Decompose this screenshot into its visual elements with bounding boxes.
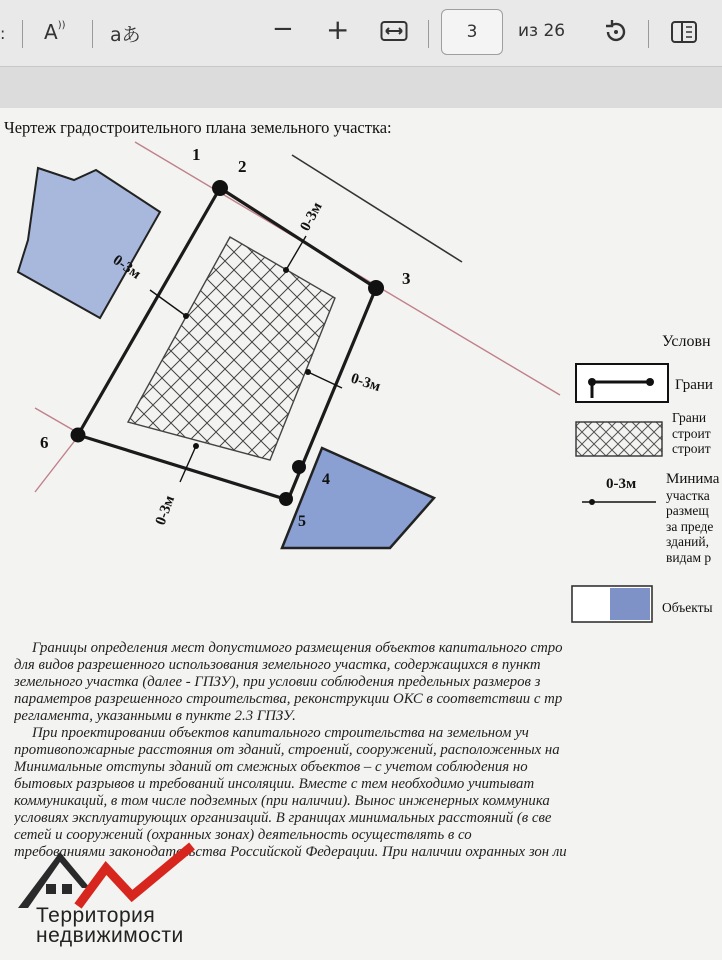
corner-point-6 — [71, 428, 86, 443]
text-line: условиях эксплуатирующих организаций. В границах минимальных расстояний (в све — [14, 810, 552, 826]
setback-label-top: 0-3м — [297, 199, 326, 234]
legend-swatches — [570, 360, 670, 660]
tb-partial-icon[interactable]: : — [0, 24, 6, 43]
tick-dot — [183, 313, 189, 319]
text-line: коммуникаций, в том числе подземных (при наличии). Вынос инженерных коммуника — [14, 793, 550, 809]
translate-label: aあ — [110, 24, 141, 46]
zoom-out-button[interactable] — [272, 14, 294, 44]
point-label-4: 4 — [322, 471, 330, 488]
watermark-line-1: Территория — [36, 904, 156, 927]
toolbar-divider — [22, 20, 23, 48]
corner-point-3 — [368, 280, 384, 296]
watermark-logo-icon — [12, 828, 212, 912]
permitted-building-zone — [128, 237, 335, 460]
setback-label-right: 0-3м — [348, 370, 383, 396]
tick-dot — [283, 267, 289, 273]
setback-label-left: 0-3м — [109, 252, 144, 283]
setback-tick-bottom — [180, 446, 196, 482]
text-line: регламента, указанными в пункте 2.3 ГПЗУ. — [14, 708, 296, 724]
legend-label-1-text: Грани — [675, 377, 713, 393]
point-label-5: 5 — [298, 513, 306, 530]
corner-point-4 — [292, 460, 306, 474]
text-line: Минимальные отступы зданий от смежных объектов – с учетом соблюдения но — [14, 759, 528, 775]
pdf-toolbar — [0, 0, 722, 67]
rotate-button[interactable] — [602, 18, 630, 50]
legend-row2-line: Грани — [672, 410, 707, 425]
legend-label-1 — [675, 378, 713, 394]
text-line: противопожарные расстояния от зданий, строений, сооружений, расположенных на — [14, 742, 560, 758]
point-label-6: 6 — [40, 433, 49, 452]
setback-label-bottom: 0-3м — [152, 493, 179, 528]
tick-dot — [193, 443, 199, 449]
toolbar-divider — [648, 20, 649, 48]
point-label-3: 3 — [402, 269, 411, 288]
point-label-1: 1 — [192, 145, 201, 164]
text-line: требованиями законодательства Российской Федерации. При наличии охранных зон ли — [14, 844, 567, 860]
legend-row3-line: видам р — [666, 549, 712, 565]
legend-row2-line: строит — [672, 441, 711, 456]
text-line: При проектировании объектов капитального строительства на земельном уч — [32, 725, 529, 741]
legend-row3-line: участка — [666, 487, 710, 503]
point-label-2: 2 — [238, 157, 247, 176]
rotate-icon — [602, 18, 630, 46]
text-line: сетей и сооружений (охранных зонах) деятельность осуществлять в со — [14, 827, 472, 843]
neighbour-building-left — [18, 168, 160, 318]
setback-tick-top — [286, 236, 306, 270]
page-count-label: из 26 — [518, 21, 566, 41]
zoom-in-button[interactable] — [326, 13, 349, 46]
sound-waves-icon: )) — [57, 20, 66, 31]
legend-label-3 — [666, 472, 719, 565]
legend-label-4: Объекты — [662, 600, 713, 615]
toolbar-divider — [428, 20, 429, 48]
fit-width-icon — [380, 20, 408, 42]
minus-icon: − — [272, 14, 294, 44]
plus-icon: + — [326, 13, 350, 46]
read-aloud-button[interactable] — [44, 20, 66, 44]
current-page-value: 3 — [466, 22, 478, 42]
text-line: Границы определения мест допустимого размещения объектов капитального стро — [32, 640, 563, 656]
translate-button[interactable] — [110, 20, 141, 47]
read-aloud-label: A — [44, 20, 58, 44]
page-number-input[interactable] — [441, 9, 503, 55]
legend-row3-line: за преде — [666, 518, 714, 534]
document-title: Чертеж градостроительного плана земельного участка: — [4, 118, 392, 137]
legend-row3-line: размещ — [666, 503, 709, 518]
text-line: земельного участка (далее - ГПЗУ), при условии соблюдения предельных размеров з — [14, 674, 541, 690]
page-view-icon — [670, 20, 700, 44]
toolbar-divider — [92, 20, 93, 48]
corner-point-5 — [279, 492, 293, 506]
watermark-line-2: недвижимости — [36, 924, 184, 947]
fit-width-button[interactable] — [380, 20, 408, 46]
legend-label-2 — [672, 410, 711, 457]
legend-setback-label: 0-3м — [606, 476, 637, 492]
text-line: параметров разрешенного строительства, реконструкции ОКС в соответствии с тр — [14, 691, 563, 707]
legend-title: Условн — [662, 333, 711, 350]
tick-dot — [305, 369, 311, 375]
legend-row2-line: строит — [672, 425, 711, 441]
legend-swatch-hatch — [576, 422, 662, 456]
corner-point-2 — [212, 180, 228, 196]
legend-row3-line: зданий, — [666, 534, 709, 549]
legend-row3-line: Минима — [666, 471, 720, 487]
page-view-button[interactable] — [670, 20, 700, 48]
text-line: для видов разрешенного использования земельного участка, содержащихся в пункт — [14, 657, 541, 673]
text-line: бытовых разрывов и требований инсоляции. Вместе с тем необходимо учитыват — [14, 776, 535, 792]
